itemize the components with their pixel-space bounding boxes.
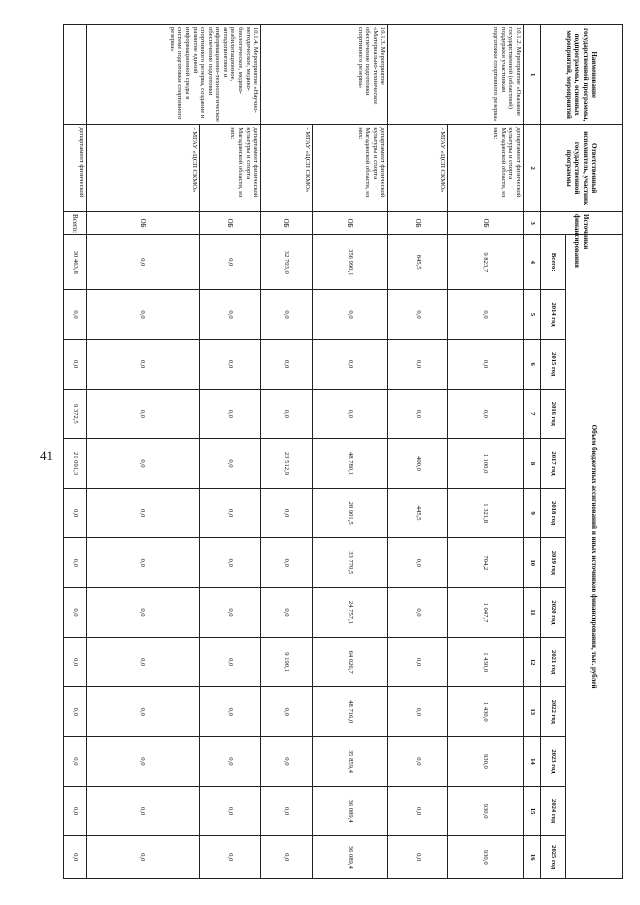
year-value-cell: 0,0: [261, 290, 312, 340]
year-value-cell: 0,0: [388, 339, 448, 389]
executor-cell: департамент физической культуры и спорта Магаданской области, из них:: [199, 125, 261, 212]
year-value-cell: 930,0: [448, 737, 524, 787]
year-value-cell: 445,5: [388, 488, 448, 538]
year-value-cell: 0,0: [448, 389, 524, 439]
year-value-cell: 28 901,5: [312, 488, 388, 538]
column-number: 4: [524, 235, 541, 290]
year-value-cell: 0,0: [261, 389, 312, 439]
year-value-cell: 0,0: [64, 786, 87, 836]
column-number: 7: [524, 389, 541, 439]
year-value-cell: 0,0: [199, 290, 261, 340]
year-value-cell: 0,0: [199, 339, 261, 389]
header-program-name: Наименование государственной программы, подпрограммы, основных мероприятий, мероприятий: [541, 25, 623, 125]
year-value-cell: 0,0: [199, 836, 261, 879]
year-value-cell: 0,0: [312, 339, 388, 389]
total-value-cell: 30 463,8: [64, 235, 87, 290]
year-value-cell: 0,0: [199, 687, 261, 737]
year-value-cell: 0,0: [312, 290, 388, 340]
year-value-cell: 0,0: [261, 339, 312, 389]
column-number: 15: [524, 786, 541, 836]
column-number: 9: [524, 488, 541, 538]
executor-cell: департамент физической культуры и спорта Магаданской области, из них:: [448, 125, 524, 212]
funding-source-cell: ОБ: [86, 212, 199, 235]
year-value-cell: 0,0: [388, 588, 448, 638]
funding-source-cell: ОБ: [388, 212, 448, 235]
year-value-cell: 0,0: [64, 588, 87, 638]
year-value-cell: 0,0: [388, 637, 448, 687]
year-value-cell: 0,0: [261, 538, 312, 588]
table-row: [64, 25, 87, 879]
funding-source-cell: ОБ: [312, 212, 388, 235]
empty-cell: [64, 25, 87, 125]
year-value-cell: 0,0: [388, 737, 448, 787]
year-value-cell: 0,0: [86, 588, 199, 638]
measure-name-cell: 10.1.4. Мероприятие «Научно-методическое, медико-биологическое, медико-реабилитационное, антидопинговое и информационно-технологическое обеспечение подготовки спортивного резерва, создание и развитие единой информационной среды в системе подготовки спортивного резерва»: [86, 25, 261, 125]
year-value-cell: 48 716,0: [312, 687, 388, 737]
year-value-cell: 24 757,1: [312, 588, 388, 638]
column-number: 16: [524, 836, 541, 879]
year-value-cell: 0,0: [86, 389, 199, 439]
year-value-cell: 0,0: [86, 290, 199, 340]
column-number: 6: [524, 339, 541, 389]
year-value-cell: 0,0: [86, 786, 199, 836]
year-value-cell: 21 091,3: [64, 439, 87, 489]
executor-cell: департамент физической культуры и спорта Магаданской области, из них:: [312, 125, 388, 212]
year-value-cell: 0,0: [86, 439, 199, 489]
header-year: 2014 год: [541, 290, 566, 340]
column-number: 12: [524, 637, 541, 687]
year-value-cell: 0,0: [64, 737, 87, 787]
year-value-cell: 930,0: [448, 836, 524, 879]
header-year: 2020 год: [541, 588, 566, 638]
executor-cell: департамент физической: [64, 125, 87, 212]
funding-source-cell: Всего:: [64, 212, 87, 235]
executor-cell: - МГАУ «ЦСП СКМО»: [86, 125, 199, 212]
year-value-cell: 0,0: [199, 389, 261, 439]
year-value-cell: 0,0: [64, 488, 87, 538]
year-value-cell: 9 190,1: [261, 637, 312, 687]
header-year: 2022 год: [541, 687, 566, 737]
year-value-cell: 0,0: [86, 687, 199, 737]
column-number: 14: [524, 737, 541, 787]
year-value-cell: 0,0: [388, 687, 448, 737]
year-value-cell: 0,0: [64, 637, 87, 687]
column-number: 13: [524, 687, 541, 737]
header-year: 2021 год: [541, 637, 566, 687]
year-value-cell: 0,0: [199, 538, 261, 588]
year-value-cell: 0,0: [199, 786, 261, 836]
year-value-cell: 0,0: [261, 687, 312, 737]
year-value-cell: 1 321,8: [448, 488, 524, 538]
year-value-cell: 0,0: [388, 836, 448, 879]
year-value-cell: 0,0: [312, 389, 388, 439]
year-value-cell: 400,0: [388, 439, 448, 489]
year-value-cell: 33 770,5: [312, 538, 388, 588]
rotated-table-wrapper: [63, 24, 623, 879]
year-value-cell: 1 100,0: [448, 439, 524, 489]
year-value-cell: 0,0: [64, 836, 87, 879]
year-value-cell: 0,0: [388, 538, 448, 588]
column-number: 8: [524, 439, 541, 489]
funding-table: [63, 24, 623, 879]
table-row: [312, 25, 388, 879]
executor-cell: - МГАУ «ЦСП СКМО»: [261, 125, 312, 212]
year-value-cell: 0,0: [448, 339, 524, 389]
executor-cell: - МГАУ «ЦСП СКМО»: [388, 125, 448, 212]
page-number: 41: [40, 448, 53, 463]
header-year: 2015 год: [541, 339, 566, 389]
year-value-cell: 0,0: [86, 488, 199, 538]
year-value-cell: 0,0: [199, 588, 261, 638]
table-row: [86, 25, 199, 879]
year-value-cell: 1 430,0: [448, 687, 524, 737]
year-value-cell: 0,0: [199, 637, 261, 687]
year-value-cell: 36 089,4: [312, 836, 388, 879]
table-row: [388, 25, 448, 879]
funding-source-cell: ОБ: [261, 212, 312, 235]
year-value-cell: 64 026,7: [312, 637, 388, 687]
table-body: [64, 25, 524, 879]
year-value-cell: 704,2: [448, 538, 524, 588]
year-value-cell: 0,0: [261, 488, 312, 538]
column-number: 2: [524, 125, 541, 212]
header-executor: Ответственный исполнитель, участник государственной программы: [541, 125, 623, 212]
total-value-cell: 0,0: [199, 235, 261, 290]
year-value-cell: 0,0: [86, 538, 199, 588]
header-funding-source: Источники финансирования: [541, 212, 623, 235]
column-number: 1: [524, 25, 541, 125]
header-year: 2023 год: [541, 737, 566, 787]
header-total: Всего:: [541, 235, 566, 290]
year-value-cell: 23 512,9: [261, 439, 312, 489]
funding-source-cell: ОБ: [199, 212, 261, 235]
year-value-cell: 1 047,7: [448, 588, 524, 638]
year-value-cell: 0,0: [86, 339, 199, 389]
year-value-cell: 0,0: [199, 439, 261, 489]
column-number: 10: [524, 538, 541, 588]
header-year: 2017 год: [541, 439, 566, 489]
table-row: [261, 25, 312, 879]
header-year: 2018 год: [541, 488, 566, 538]
year-value-cell: 0,0: [261, 786, 312, 836]
year-value-cell: 48 780,1: [312, 439, 388, 489]
year-value-cell: 9 372,5: [64, 389, 87, 439]
year-value-cell: 0,0: [261, 836, 312, 879]
year-value-cell: 0,0: [64, 687, 87, 737]
header-year: 2019 год: [541, 538, 566, 588]
measure-name-cell: 10.1.3. Мероприятие «Материально-техническое обеспечение подготовки спортивного резерва»: [261, 25, 388, 125]
column-number-row: [524, 25, 541, 879]
year-value-cell: 0,0: [86, 836, 199, 879]
year-value-cell: 0,0: [64, 538, 87, 588]
year-value-cell: 0,0: [261, 737, 312, 787]
table-row: [199, 25, 261, 879]
year-value-cell: 0,0: [261, 588, 312, 638]
total-value-cell: 845,5: [388, 235, 448, 290]
total-value-cell: 32 703,0: [261, 235, 312, 290]
total-value-cell: 0,0: [86, 235, 199, 290]
year-value-cell: 0,0: [86, 737, 199, 787]
year-value-cell: 930,0: [448, 786, 524, 836]
funding-source-cell: ОБ: [448, 212, 524, 235]
total-value-cell: 9 823,7: [448, 235, 524, 290]
year-value-cell: 0,0: [199, 488, 261, 538]
header-funding-group: Объем бюджетных ассигнований и иных источников финансирования, тыс. рублей: [566, 235, 623, 879]
year-value-cell: 1 430,0: [448, 637, 524, 687]
column-number: 5: [524, 290, 541, 340]
header-year: 2016 год: [541, 389, 566, 439]
year-value-cell: 35 859,4: [312, 737, 388, 787]
year-value-cell: 0,0: [64, 290, 87, 340]
measure-name-cell: 10.1.2. Мероприятие «Оказание государственной (областной) поддержки участникам подготовки спортивного резерва»: [388, 25, 524, 125]
table-row: [448, 25, 524, 879]
year-value-cell: 0,0: [199, 737, 261, 787]
year-value-cell: 0,0: [448, 290, 524, 340]
total-value-cell: 356 990,1: [312, 235, 388, 290]
column-number: 3: [524, 212, 541, 235]
year-value-cell: 0,0: [86, 637, 199, 687]
column-number: 11: [524, 588, 541, 638]
year-value-cell: 0,0: [64, 339, 87, 389]
year-value-cell: 36 089,4: [312, 786, 388, 836]
header-year: 2024 год: [541, 786, 566, 836]
header-year: 2025 год: [541, 836, 566, 879]
year-value-cell: 0,0: [388, 389, 448, 439]
year-value-cell: 0,0: [388, 786, 448, 836]
year-value-cell: 0,0: [388, 290, 448, 340]
